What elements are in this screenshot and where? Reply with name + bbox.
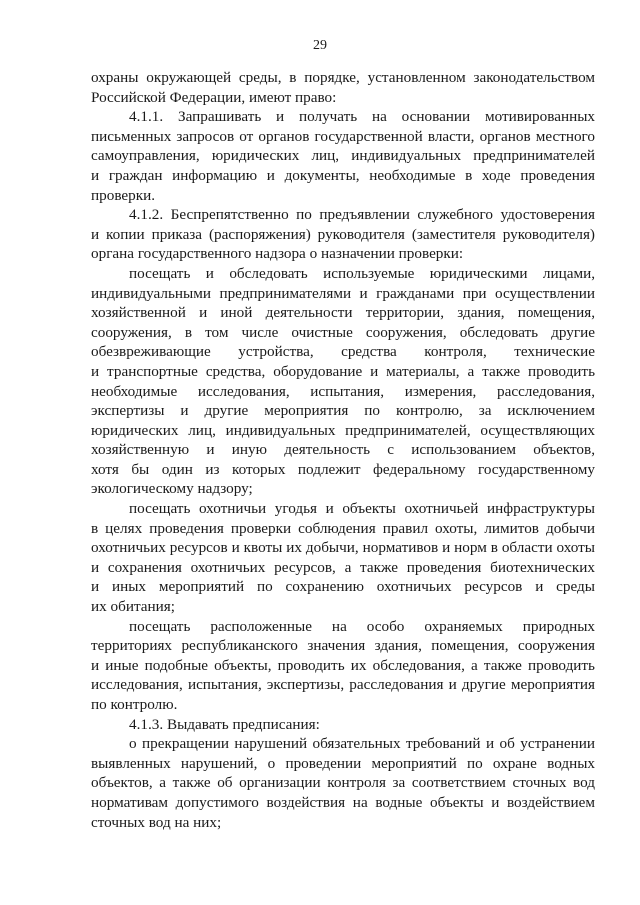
- text-line: нормативам допустимого воздействия на водные объекты и воздействием: [91, 793, 595, 811]
- text-line: охотничьих ресурсов и квоты их добычи, нормативов и норм в области охоты: [91, 539, 595, 557]
- text-line: хозяйственную и иную деятельность с использованием объектов,: [91, 441, 595, 459]
- text-line: необходимые исследования, испытания, измерения, расследования,: [91, 382, 595, 400]
- text-line: посещать и обследовать используемые юридическими лицами,: [129, 264, 595, 282]
- text-line: юридических лиц, индивидуальных предпринимателей, осуществляющих: [91, 421, 595, 439]
- text-line: и иные подобные объекты, проводить их обследования, а также проводить: [91, 656, 595, 674]
- page-number: 29: [313, 38, 327, 53]
- text-line: 4.1.1. Запрашивать и получать на основании мотивированных: [129, 108, 595, 126]
- paragraph: [91, 205, 595, 264]
- text-line: охраны окружающей среды, в порядке, установленном законодательством: [91, 69, 595, 86]
- text-line: по контролю.: [91, 696, 178, 713]
- paragraph: [91, 715, 595, 735]
- text-line: сооружения, в том числе очистные сооружения, обследовать другие: [91, 323, 595, 341]
- text-line: и транспортные средства, оборудование и материалы, а также проводить: [91, 362, 595, 380]
- paragraph: [91, 734, 595, 832]
- text-line: органа государственного надзора о назначении проверки:: [91, 245, 464, 263]
- text-line: проверки.: [91, 186, 156, 204]
- text-line: выявленных нарушений, о проведении мероприятий по охране водных: [91, 754, 595, 772]
- text-line: обезвреживающие устройства, средства контроля, технические: [91, 343, 595, 361]
- text-line: территориях республиканского значения здания, помещения, сооружения: [91, 637, 595, 655]
- paragraph: [91, 617, 595, 715]
- text-line: их обитания;: [91, 598, 175, 616]
- text-line: экспертизы и другие мероприятия по контролю, за исключением: [91, 402, 595, 420]
- text-line: Российской Федерации, имеют право:: [91, 88, 337, 106]
- text-line: индивидуальными предпринимателями и гражданами при осуществлении: [91, 284, 595, 302]
- text-line: и иных мероприятий по сохранению охотничьих ресурсов и среды: [91, 578, 595, 596]
- text-line: хозяйственной и иной деятельности территории, здания, помещения,: [91, 304, 595, 322]
- text-line: хотя бы один из которых подлежит федеральному государственному: [91, 460, 595, 478]
- paragraph: [91, 499, 595, 617]
- text-line: и сохранения охотничьих ресурсов, а также проведения биотехнических: [91, 558, 595, 576]
- text-line: письменных запросов от органов государственной власти, органов местного: [91, 127, 595, 145]
- text-line: о прекращении нарушений обязательных требований и об устранении: [129, 735, 595, 753]
- text-line: 4.1.3. Выдавать предписания:: [129, 715, 320, 733]
- text-line: объектов, а также об организации контроля за соответствием сточных вод: [91, 774, 595, 792]
- text-line: сточных вод на них;: [91, 813, 222, 831]
- text-line: 4.1.2. Беспрепятственно по предъявлении служебного удостоверения: [129, 206, 595, 224]
- text-line: самоуправления, юридических лиц, индивидуальных предпринимателей: [91, 147, 595, 165]
- text-line: посещать охотничьи угодья и объекты охотничьей инфраструктуры: [129, 500, 595, 518]
- text-line: исследования, испытания, экспертизы, расследования и другие мероприятия: [91, 676, 595, 694]
- paragraph: [91, 107, 595, 205]
- text-line: и граждан информацию и документы, необходимые в ходе проведения: [91, 166, 595, 184]
- text-line: посещать расположенные на особо охраняемых природных: [129, 617, 595, 635]
- text-line: в целях проведения проверки соблюдения правил охоты, лимитов добычи: [91, 519, 595, 537]
- paragraph: [91, 68, 595, 107]
- text-line: экологическому надзору;: [91, 480, 253, 498]
- document-body: [91, 68, 595, 832]
- paragraph: [91, 264, 595, 499]
- text-line: и копии приказа (распоряжения) руководителя (заместителя руководителя): [91, 225, 595, 243]
